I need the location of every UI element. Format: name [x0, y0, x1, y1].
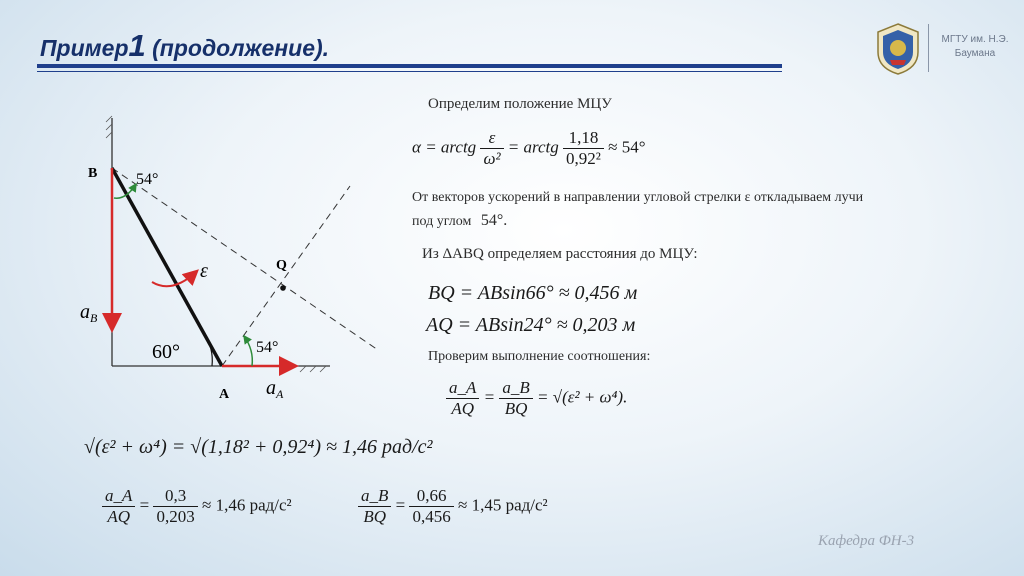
- alpha-approx: ≈: [608, 137, 618, 157]
- distance-AQ: AQ = ABsin24° ≈ 0,203 м: [426, 314, 636, 336]
- title-prefix: Пример: [40, 35, 129, 61]
- f2-left-num: a_A: [102, 486, 135, 507]
- f2-num: 0,3: [153, 486, 197, 507]
- epsilon-label: ε: [200, 260, 208, 282]
- floor-hatching: [300, 366, 326, 372]
- eps-omega-fraction: [480, 128, 503, 169]
- f2-left-den: AQ: [107, 507, 131, 526]
- angle-A-label: 54°: [256, 339, 279, 356]
- f3-den: 0,456: [412, 507, 451, 526]
- title-suffix: (продолжение).: [145, 35, 330, 61]
- aB-num: a_B: [499, 378, 532, 399]
- numeric-denominator: 0,92²: [566, 149, 601, 168]
- aB-BQ-fraction: [499, 378, 532, 419]
- sqrt-calculation: √(ε² + ω⁴) = √(1,18² + 0,92⁴) ≈ 1,46 рад/с²: [84, 436, 433, 458]
- aB-letter: a: [80, 301, 90, 323]
- alpha-result: 54°: [621, 137, 646, 157]
- f2-left-fraction: [102, 486, 135, 527]
- numeric-fraction: [563, 128, 604, 169]
- alpha-eq1: =: [425, 137, 437, 157]
- f2-den: 0,203: [156, 507, 195, 526]
- f3-right-fraction: [409, 486, 453, 527]
- angle-arc-A: [244, 336, 252, 366]
- point-Q: [280, 285, 286, 291]
- university-line2: Баумана: [954, 48, 996, 59]
- alpha-formula: [412, 128, 646, 169]
- f2-result: ≈ 1,46 рад/с²: [201, 495, 292, 515]
- distance-BQ: BQ = ABsin66° ≈ 0,456 м: [428, 282, 638, 304]
- step2-line2: [412, 212, 507, 230]
- arctg-1: arctg: [440, 137, 477, 157]
- department-footer: Кафедра ФН-3: [818, 533, 915, 549]
- university-line1: МГТУ им. Н.Э.: [941, 34, 1009, 45]
- angle-60-label: 60°: [152, 341, 180, 363]
- f3-eq: =: [395, 495, 406, 515]
- arctg-2: arctg: [523, 137, 559, 157]
- angle-B-label: 54°: [136, 171, 159, 188]
- label-B: B: [88, 166, 98, 181]
- ratio-eq1: =: [483, 387, 496, 407]
- formula-aA-over-AQ: [102, 486, 292, 527]
- f2-eq: =: [139, 495, 150, 515]
- step5-heading: Проверим выполнение соотношения:: [428, 349, 651, 364]
- step1-heading: Определим положение МЦУ: [428, 96, 612, 112]
- AQ-den: AQ: [451, 399, 475, 418]
- numeric-numerator: 1,18: [563, 128, 604, 149]
- aA-letter: a: [266, 377, 276, 399]
- ratio-sqrt: √(ε² + ω⁴).: [552, 387, 628, 407]
- label-A: A: [219, 387, 230, 402]
- f3-left-fraction: [358, 486, 391, 527]
- ratio-eq2: =: [537, 387, 549, 407]
- BQ-den: BQ: [504, 399, 528, 418]
- title-number: 1: [128, 28, 146, 63]
- aB-subscript: B: [90, 311, 98, 325]
- alpha-symbol: α: [412, 137, 421, 157]
- step2-prefix: под углом: [412, 214, 472, 229]
- ray-from-B: [112, 168, 378, 350]
- step2-line1: От векторов ускорений в направлении угловой стрелки ε откладываем лучи: [412, 190, 864, 205]
- f3-result: ≈ 1,45 рад/с²: [457, 495, 548, 515]
- formula-aB-over-BQ: [358, 486, 548, 527]
- alpha-eq2: =: [507, 137, 520, 157]
- aA-num: a_A: [446, 378, 479, 399]
- ratio-check-formula: [446, 378, 627, 419]
- ray-from-A: [222, 186, 350, 366]
- step2-angle: 54°.: [480, 212, 508, 229]
- aA-subscript: A: [276, 387, 284, 401]
- aA-AQ-fraction: [446, 378, 479, 419]
- step3-text: Из ΔABQ определяем расстояния до МЦУ:: [422, 246, 698, 262]
- label-Q: Q: [276, 258, 287, 273]
- wall-hatching: [106, 116, 112, 138]
- f3-left-den: BQ: [363, 507, 387, 526]
- aB-label: [80, 301, 98, 325]
- f3-num: 0,66: [409, 486, 453, 507]
- omega-denominator: ω²: [483, 149, 501, 168]
- aA-label: [266, 377, 284, 401]
- f2-right-fraction: [153, 486, 197, 527]
- f3-left-num: a_B: [358, 486, 391, 507]
- eps-numerator: ε: [480, 128, 503, 149]
